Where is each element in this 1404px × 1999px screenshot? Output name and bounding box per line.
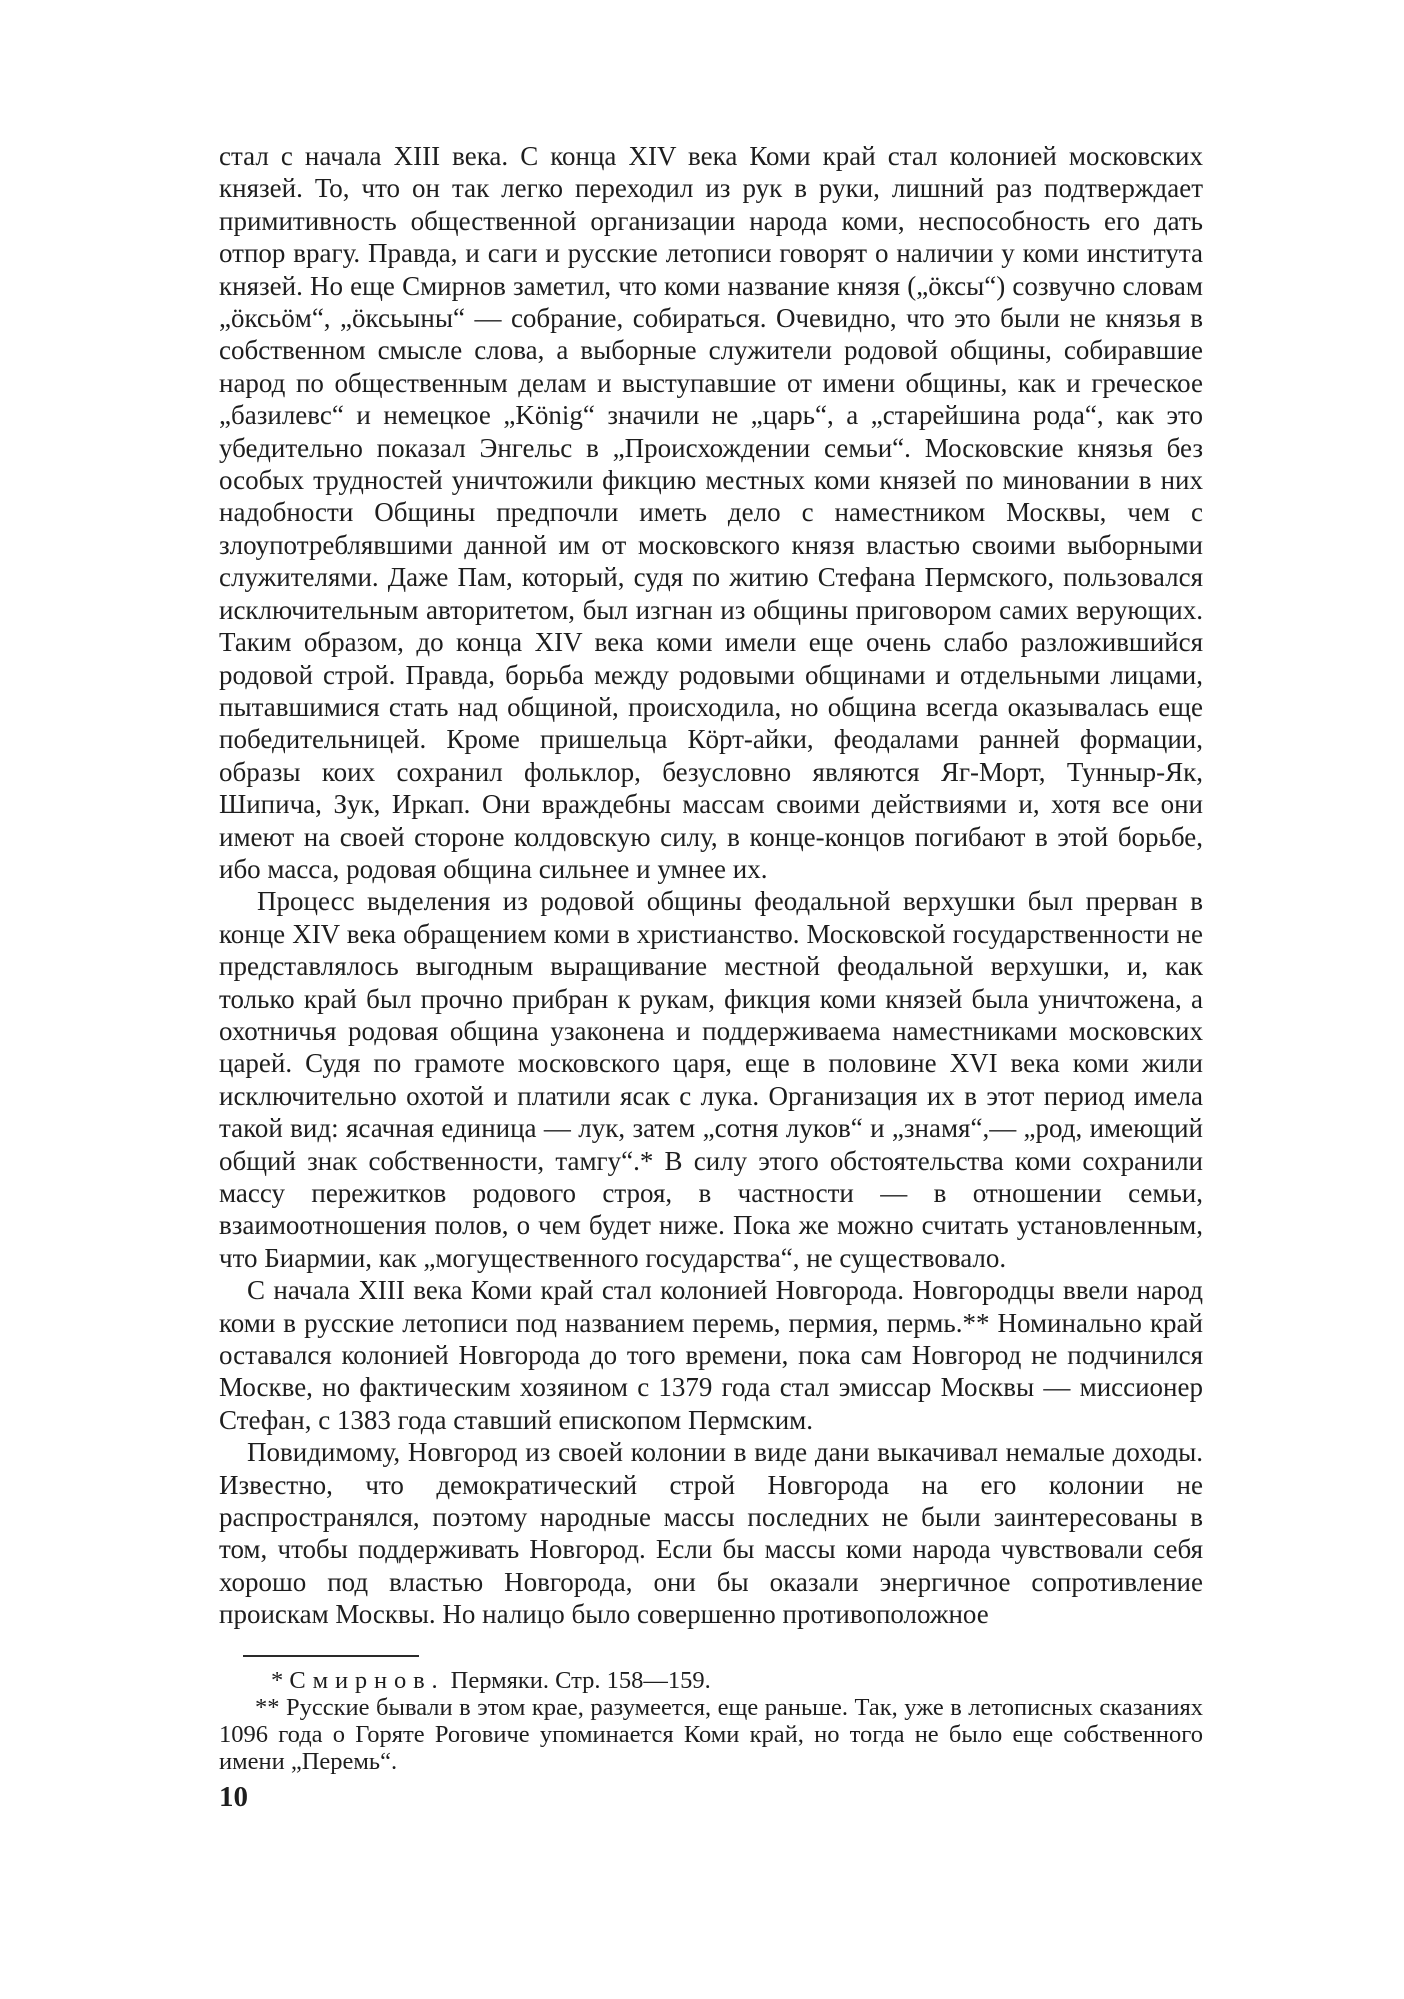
footnote-1-text: Пермяки. Стр. 158—159. <box>450 1666 711 1694</box>
paragraph-2: Процесс выделения из родовой общины феодальной верхушки был прерван в конце XIV века обращением коми в христианство. Московской государственности не представлялось выгодным выращивание местной феодальной верхушки, и, как только край был прочно прибран к рукам, фикция коми князей была уничтожена, а охотничья родовая община узаконена и поддерживаема наместниками московских царей. Судя по грамоте московского царя, еще в половине XVI века коми жили исключительно охотой и платили ясак с лука. Организация их в этот период имела такой вид: ясачная единица — лук, затем „сотня луков“ и „знамя“,— „род, имеющий общий знак собственности, тамгу“.* В силу этого обстоятельства коми сохранили массу пережитков родового строя, в частности — в отношении семьи, взаимоотношения полов, о чем будет ниже. Пока же можно считать установленным, что Биармии, как „могущественного государства“, не существовало. <box>219 886 1203 1273</box>
footnote-1-marker: * <box>271 1666 284 1694</box>
paragraph-3: С начала XIII века Коми край стал колонией Новгорода. Новгородцы ввели народ коми в русские летописи под названием перемь, пермия, пермь.** Номинально край оставался колонией Новгорода до того времени, пока сам Новгород не подчинился Москве, но фактическим хозяином с 1379 года стал эмиссар Москвы — миссионер Стефан, с 1383 года ставший епископом Пермским. <box>219 1275 1203 1435</box>
footnote-2 <box>219 1694 1203 1775</box>
paragraph-1: стал с начала XIII века. С конца XIV века Коми край стал колонией московских князей. То, что он так легко переходил из рук в руки, лишний раз подтверждает примитивность общественной организации народа коми, неспособность его дать отпор врагу. Правда, и саги и русские летописи говорят о наличии у коми института князей. Но еще Смирнов заметил, что коми название князя („öксы“) созвучно словам „öксьöм“, „öксьыны“ — собрание, собираться. Очевидно, что это были не князья в собственном смысле слова, а выборные служители родовой общины, собиравшие народ по общественным делам и выступавшие от имени общины, как и греческое „базилевс“ и немецкое „König“ значили не „царь“, а „старейшина рода“, как это убедительно показал Энгельс в „Происхождении семьи“. Московские князья без особых трудностей уничтожили фикцию местных коми князей по миновании в них надобности Общины предпочли иметь дело с наместником Москвы, чем с злоупотреблявшими данной им от московского князя властью своими выборными служителями. Даже Пам, который, судя по житию Стефана Пермского, пользовался исключительным авторитетом, был изгнан из общины приговором самих верующих. Таким образом, до конца XIV века коми имели еще очень слабо разложившийся родовой строй. Правда, борьба между родовыми общинами и отдельными лицами, пытавшимися стать над общиной, происходила, но община всегда оказывалась еще победительницей. Кроме пришельца Кöрт-айки, феодалами ранней формации, образы коих сохранил фольклор, безусловно являются Яг-Морт, Тунныр-Як, Шипича, Зук, Иркап. Они враждебны массам своими действиями и, хотя все они имеют на своей стороне колдовскую силу, в конце-концов погибают в этой борьбе, ибо масса, родовая община сильнее и умнее их. <box>219 141 1203 884</box>
footnote-1 <box>219 1667 1203 1694</box>
footnote-1-author: Смирнов. <box>289 1666 445 1694</box>
footnotes <box>219 1667 1203 1775</box>
page-number: 10 <box>219 1780 248 1813</box>
paragraph-4: Повидимому, Новгород из своей колонии в виде дани выкачивал немалые доходы. Известно, что демократический строй Новгорода на его колонии не распространялся, поэтому народные массы последних не были заинтересованы в том, чтобы поддерживать Новгород. Если бы массы коми народа чувствовали себя хорошо под властью Новгорода, они бы оказали энергичное сопротивление проискам Москвы. Но налицо было совершенно противоположное <box>219 1437 1203 1630</box>
footnote-2-marker: ** <box>255 1693 280 1721</box>
footnote-2-text: Русские бывали в этом крае, разумеется, еще раньше. Так, уже в летописных сказаниях 1096 года о Горяте Роговиче упоминается Коми край, но тогда не было еще собственного имени „Перемь“. <box>219 1693 1204 1775</box>
main-text <box>219 140 1203 1631</box>
footnote-divider <box>243 1655 419 1657</box>
document-page <box>219 140 1203 1813</box>
